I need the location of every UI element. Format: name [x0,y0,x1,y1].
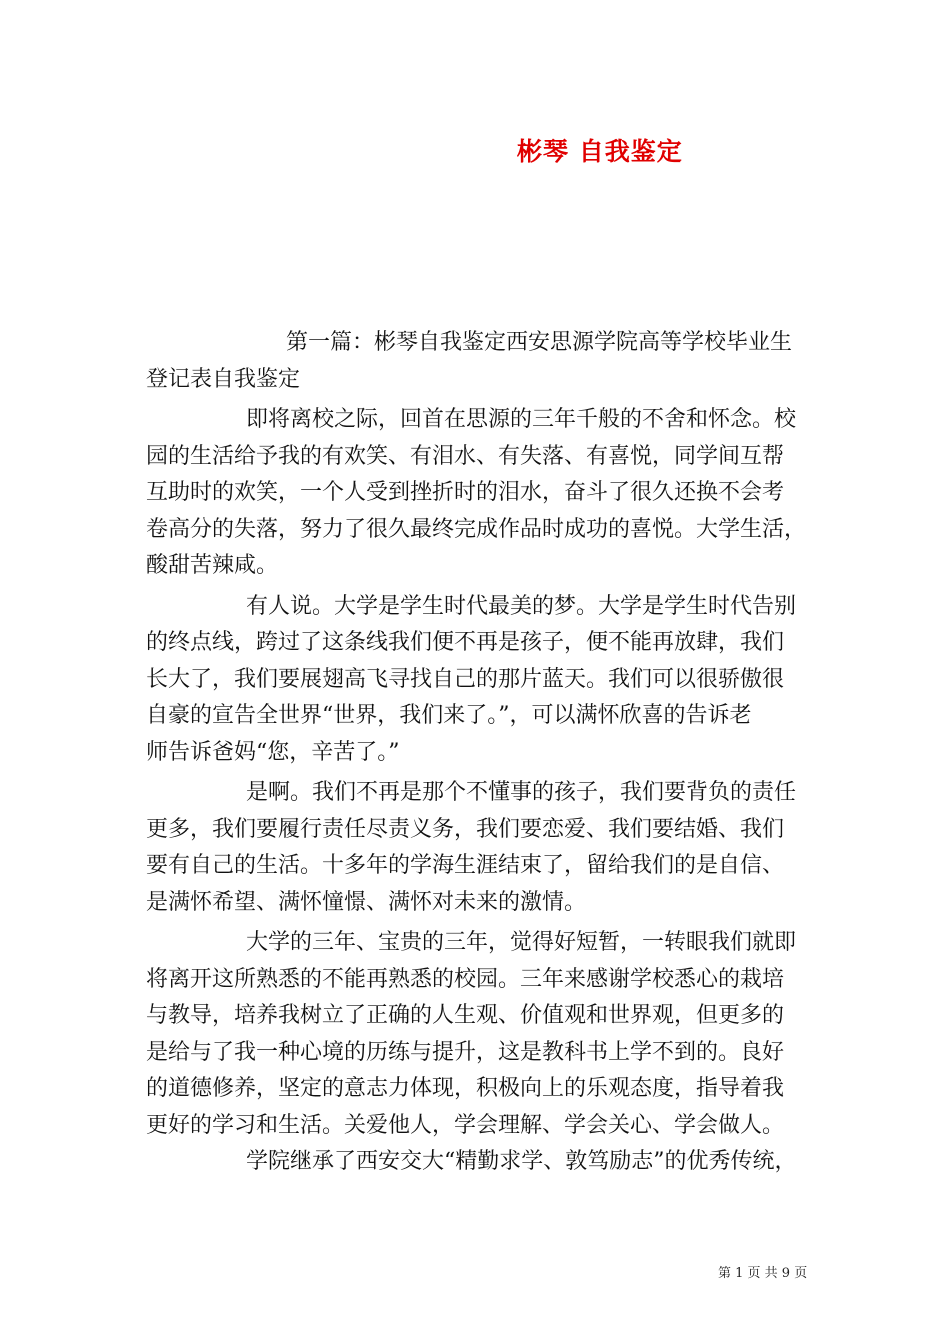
text-line: 与教导，培养我树立了正确的人生观、价值观和世界观，但更多的 [146,1003,785,1028]
text-line: 更好的学习和生活。关爱他人，学会理解、学会关心、学会做人。 [146,1112,785,1138]
text-line: 互助时的欢笑，一个人受到挫折时的泪水，奋斗了很久还换不会考 [146,480,785,505]
text-line: 登记表自我鉴定 [146,366,301,392]
text-line: 是给与了我一种心境的历练与提升，这是教科书上学不到的。良好 [146,1039,785,1065]
text-line: 是啊。我们不再是那个不懂事的孩子，我们要背负的责任 [246,780,797,805]
text-line: 长大了，我们要展翅高飞寻找自己的那片蓝天。我们可以很骄傲很 [146,666,785,692]
text-line: 大学的三年、宝贵的三年，觉得好短暂，一转眼我们就即 [246,930,797,955]
text-line: 师告诉爸妈“您，辛苦了。” [146,739,400,765]
text-line: 酸甜苦辣咸。 [146,553,279,578]
page-title: 彬琴 自我鉴定 [517,137,683,166]
paragraph [146,589,818,772]
text-line: 的道德修养，坚定的意志力体现，积极向上的乐观态度，指导着我 [146,1076,785,1101]
paragraph [146,925,818,1144]
paragraph [146,775,818,921]
text-line: 即将离校之际，回首在思源的三年千般的不舍和怀念。校 [246,407,797,432]
document-body [146,325,818,1181]
text-line: 有人说。大学是学生时代最美的梦。大学是学生时代告别 [246,593,797,619]
text-line: 园的生活给予我的有欢笑、有泪水、有失落、有喜悦，同学间互帮 [146,443,785,469]
paragraph [146,1144,818,1181]
paragraph-heading [146,325,818,398]
text-line: 将离开这所熟悉的不能再熟悉的校园。三年来感谢学校悉心的栽培 [146,966,785,992]
text-line: 的终点线，跨过了这条线我们便不再是孩子，便不能再放肆，我们 [146,630,785,655]
text-line: 要有自己的生活。十多年的学海生涯结束了，留给我们的是自信、 [146,853,785,878]
text-line: 自豪的宣告全世界“世界，我们来了。”，可以满怀欣喜的告诉老 [146,703,752,728]
paragraph [146,402,818,585]
text-line: 是满怀希望、满怀憧憬、满怀对未来的激情。 [146,889,587,915]
text-line: 第一篇：彬琴自我鉴定西安思源学院高等学校毕业生 [286,330,793,355]
text-line: 学院继承了西安交大“精勤求学、敦笃励志”的优秀传统， [246,1149,797,1174]
text-line: 卷高分的失落，努力了很久最终完成作品时成功的喜悦。大学生活， [146,516,807,542]
page-footer: 第 1 页 共 9 页 [718,1266,808,1281]
text-line: 更多，我们要履行责任尽责义务，我们要恋爱、我们要结婚、我们 [146,816,785,842]
